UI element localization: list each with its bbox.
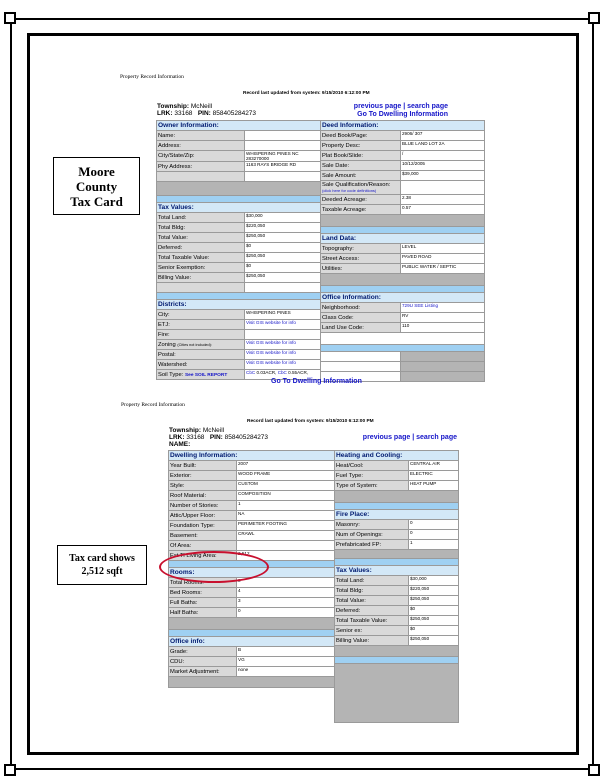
field-label: Total Land: (335, 576, 409, 586)
field-value: VG (237, 657, 335, 667)
callout-line: Moore (78, 164, 115, 179)
divider-row (321, 286, 485, 293)
field-label: Sale Date: (321, 161, 401, 171)
field-label: Basement: (169, 531, 237, 541)
field-label: Masonry: (335, 520, 409, 530)
field-value: HEAT PUMP (409, 481, 459, 491)
field-label: Market Adjustment: (169, 667, 237, 677)
field-label: Full Baths: (169, 598, 237, 608)
field-value: $0 (409, 606, 459, 616)
field-value: WHISPERING PINES (245, 310, 321, 320)
field-value: 110 (401, 323, 485, 333)
soil-code-link[interactable]: CbC (246, 370, 256, 375)
section-header: Rooms: (169, 568, 335, 578)
field-label: Senior ex: (335, 626, 409, 636)
frame-corner (4, 12, 16, 24)
field-label: Sale Amount: (321, 171, 401, 181)
field-label: Total Bldg: (335, 586, 409, 596)
blank-cell (321, 352, 401, 362)
gis-link[interactable]: Visit GIS website for info (245, 350, 321, 360)
field-label: Total Bldg: (157, 223, 245, 233)
divider-row (335, 559, 459, 566)
section-header: Dwelling Information: (169, 451, 335, 461)
field-value: $30,000 (409, 576, 459, 586)
section-header: Land Data: (321, 234, 485, 244)
search-page-link[interactable]: search page (416, 434, 457, 441)
section-header: Tax Values: (157, 203, 321, 213)
field-value: LEVEL (401, 244, 485, 254)
field-value: WHISPERING PINES NC 283270000 (245, 151, 321, 162)
field-label: Zoning (158, 341, 176, 348)
field-value: $30,000 (245, 213, 321, 223)
pin-label: PIN: (197, 110, 211, 117)
soil-acreage: 0.55ACR, (288, 370, 309, 375)
frame-corner (588, 12, 600, 24)
pin-label: PIN: (209, 434, 223, 441)
section-header: Office info: (169, 637, 335, 647)
field-label: CDU: (169, 657, 237, 667)
field-label: Total Value: (335, 596, 409, 606)
nav-links (335, 434, 457, 442)
divider-row (335, 503, 459, 510)
field-label: Billing Value: (335, 636, 409, 646)
field-label: Of Area: (169, 541, 237, 551)
divider-row (321, 345, 485, 352)
field-label: Total Land: (157, 213, 245, 223)
listing-link[interactable]: 729U SEE Listing (401, 303, 485, 313)
field-label: Soil Type: (158, 371, 184, 378)
soil-acreage: 0.03ACR, (256, 370, 277, 375)
field-value: CUSTOM (237, 481, 335, 491)
divider-row (335, 657, 459, 664)
lrk-label: LRK: (157, 110, 173, 117)
section-header: Fire Place: (335, 510, 459, 520)
soil-report-link[interactable]: See SOIL REPORT (184, 372, 228, 378)
field-label: Class Code: (321, 313, 401, 323)
spacer-row (335, 664, 459, 723)
spacer-row (335, 646, 459, 657)
living-area-label: Est Tl Living Area: (169, 551, 237, 561)
field-value: none (237, 667, 335, 677)
living-area-value: 2,512 (237, 551, 335, 561)
field-label: Heat/Cool: (335, 461, 409, 471)
pin-value: 858405284273 (224, 434, 269, 441)
blank-row (321, 333, 485, 345)
blank-cell (245, 283, 321, 293)
field-label: Property Desc: (321, 141, 401, 151)
field-label: Attic/Upper Floor: (169, 511, 237, 521)
frame-corner (588, 764, 600, 776)
callout-line: 2,512 sqft (81, 566, 123, 577)
township-label: Township: (157, 103, 190, 110)
field-label: Roof Material: (169, 491, 237, 501)
field-label: Plat Book/Slide: (321, 151, 401, 161)
spacer-row (335, 491, 459, 503)
field-value: $39,000 (401, 171, 485, 181)
last-updated: Record last updated from system: 9/15/2010 6:12:00 PM (243, 91, 370, 96)
spacer-row (169, 618, 335, 630)
field-label: Senior Exemption: (157, 263, 245, 273)
field-value (237, 541, 335, 551)
spacer-row (157, 182, 321, 196)
soil-type-cell (157, 370, 245, 380)
blank-cell (157, 283, 245, 293)
field-label: Land Use Code: (321, 323, 401, 333)
field-value: $0 (245, 243, 321, 253)
field-value: 0.57 (401, 205, 485, 215)
sale-qualification-cell (321, 181, 401, 195)
deed-land-office-table (320, 120, 485, 382)
previous-page-link[interactable]: previous page (353, 103, 402, 110)
field-label: Number of Stories: (169, 501, 237, 511)
code-definitions-link[interactable]: (click here for code definitions) (322, 187, 377, 193)
blank-cell (157, 172, 245, 182)
section-header: Districts: (157, 300, 321, 310)
field-value: ELECTRIC (409, 471, 459, 481)
field-label: Total Taxable Value: (335, 616, 409, 626)
field-value: $250,050 (409, 596, 459, 606)
field-value: $250,050 (245, 233, 321, 243)
lrk-value: 33168 (174, 110, 193, 117)
field-label: Address: (157, 141, 245, 151)
field-label: Foundation Type: (169, 521, 237, 531)
field-label: Deferred: (335, 606, 409, 616)
header-info (169, 427, 268, 448)
field-value: 1 (409, 540, 459, 550)
township-value: McNeill (190, 103, 213, 110)
field-value (245, 131, 321, 141)
field-value: $220,050 (409, 586, 459, 596)
field-value (245, 330, 321, 340)
county-callout-box (53, 157, 140, 215)
field-label: Deeded Acreage: (321, 195, 401, 205)
pin-value: 858405284273 (212, 110, 257, 117)
gis-link[interactable]: Visit GIS website for info (245, 360, 321, 370)
spacer-row (321, 215, 485, 227)
go-to-dwelling-link-bottom[interactable]: Go To Dwelling Information (271, 378, 362, 385)
field-label: Year Built: (169, 461, 237, 471)
field-label: City: (157, 310, 245, 320)
spacer-row (321, 274, 485, 286)
field-label: Deferred: (157, 243, 245, 253)
field-value: 2007 (237, 461, 335, 471)
nav-links (320, 103, 448, 119)
lrk-label: LRK: (169, 434, 185, 441)
blank-cell (401, 372, 485, 382)
field-label: Total Rooms: (169, 578, 237, 588)
heating-fire-tax-table (334, 450, 459, 723)
field-value: 0 (237, 608, 335, 618)
field-value: 0 (409, 530, 459, 540)
field-label: Total Value: (157, 233, 245, 243)
soil-code-link[interactable]: CbC (277, 370, 287, 375)
field-label: Phy Address: (157, 162, 245, 172)
callout-line: Tax Card (70, 194, 123, 209)
section-header: Office Information: (321, 293, 485, 303)
blank-cell (245, 172, 321, 182)
sqft-callout-box (57, 545, 147, 585)
field-label: Taxable Acreage: (321, 205, 401, 215)
spacer-row (335, 550, 459, 559)
frame-corner (4, 764, 16, 776)
field-value: 1 (237, 501, 335, 511)
blank-cell (321, 362, 401, 372)
field-value: 1163 RAYS BRIDGE RD (245, 162, 321, 172)
link-separator: | (412, 434, 415, 441)
field-label: Type of System: (335, 481, 409, 491)
field-label: Deed Book/Page: (321, 131, 401, 141)
field-label: City/State/Zip: (157, 151, 245, 162)
field-label: Exterior: (169, 471, 237, 481)
field-label: Neighborhood: (321, 303, 401, 313)
field-value: $220,050 (245, 223, 321, 233)
divider-row (321, 227, 485, 234)
field-label: Watershed: (157, 360, 245, 370)
blank-cell (401, 181, 485, 195)
field-label: Fire: (157, 330, 245, 340)
field-value: $250,050 (245, 273, 321, 283)
gis-link[interactable]: Visit GIS website for info (245, 340, 321, 350)
field-value: PERIMETER FOOTING (237, 521, 335, 531)
field-value: B (237, 647, 335, 657)
field-value: PAVED ROAD (401, 254, 485, 264)
blank-cell (401, 362, 485, 372)
field-label: Style: (169, 481, 237, 491)
field-value: 2906/ 307 (401, 131, 485, 141)
name-label: NAME: (169, 441, 191, 448)
page-label: Property Record Information (120, 74, 184, 80)
lrk-value: 33168 (186, 434, 205, 441)
field-value: PUBLIC WATER / SEPTIC (401, 264, 485, 274)
field-label: Sale Qualification/Reason: (322, 181, 391, 188)
township-value: McNeill (202, 427, 225, 434)
field-label: Fuel Type: (335, 471, 409, 481)
section-header: Deed Information: (321, 121, 485, 131)
link-separator: | (403, 103, 406, 110)
field-value: 8 (237, 578, 335, 588)
field-value: $250,050 (409, 636, 459, 646)
gis-link[interactable]: Visit GIS website for info (245, 320, 321, 330)
go-to-dwelling-link[interactable]: Go To Dwelling Information (357, 111, 448, 118)
field-value (245, 141, 321, 151)
field-value: RV (401, 313, 485, 323)
last-updated: Record last updated from system: 9/15/2010 6:12:00 PM (247, 419, 374, 424)
field-label: Topography: (321, 244, 401, 254)
section-header: Owner Information: (157, 121, 321, 131)
zoning-label (157, 340, 245, 350)
search-page-link[interactable]: search page (407, 103, 448, 110)
field-value: / (401, 151, 485, 161)
field-value: 10/12/2005 (401, 161, 485, 171)
field-label: Half Baths: (169, 608, 237, 618)
section-header: Tax Values: (335, 566, 459, 576)
field-note: (Cities not included): (177, 342, 212, 347)
living-area-highlight-ellipse (159, 551, 269, 583)
section-header: Heating and Cooling: (335, 451, 459, 461)
divider-row (157, 293, 321, 300)
field-label: Postal: (157, 350, 245, 360)
field-value: 3 (237, 598, 335, 608)
divider-row (169, 630, 335, 637)
field-label: Grade: (169, 647, 237, 657)
field-label: Bed Rooms: (169, 588, 237, 598)
field-value: $0 (409, 626, 459, 636)
township-label: Township: (169, 427, 202, 434)
callout-line: Tax card shows (69, 553, 135, 564)
field-label: Num of Openings: (335, 530, 409, 540)
field-value: $0 (245, 263, 321, 273)
previous-page-link[interactable]: previous page (362, 434, 411, 441)
field-label: Prefabricated FP: (335, 540, 409, 550)
field-value: 4 (237, 588, 335, 598)
field-value: 2.38 (401, 195, 485, 205)
field-value: CENTRAL AIR (409, 461, 459, 471)
page-label: Property Record Information (121, 402, 185, 408)
callout-line: County (75, 179, 118, 194)
field-value: NA (237, 511, 335, 521)
field-label: Street Access: (321, 254, 401, 264)
field-value: 0 (409, 520, 459, 530)
field-value: $250,050 (409, 616, 459, 626)
field-label: ETJ: (157, 320, 245, 330)
field-value: COMPOSITION (237, 491, 335, 501)
divider-row (157, 196, 321, 203)
field-label: Billing Value: (157, 273, 245, 283)
field-label: Utilities: (321, 264, 401, 274)
field-label: Name: (157, 131, 245, 141)
field-label: Total Taxable Value: (157, 253, 245, 263)
header-info (157, 103, 256, 117)
field-value: CRAWL (237, 531, 335, 541)
owner-tax-districts-table (156, 120, 321, 380)
field-value: BLUE LAND LOT 2A (401, 141, 485, 151)
spacer-row (169, 677, 335, 688)
blank-cell (401, 352, 485, 362)
field-value: $250,050 (245, 253, 321, 263)
field-value: WOOD FRAME (237, 471, 335, 481)
